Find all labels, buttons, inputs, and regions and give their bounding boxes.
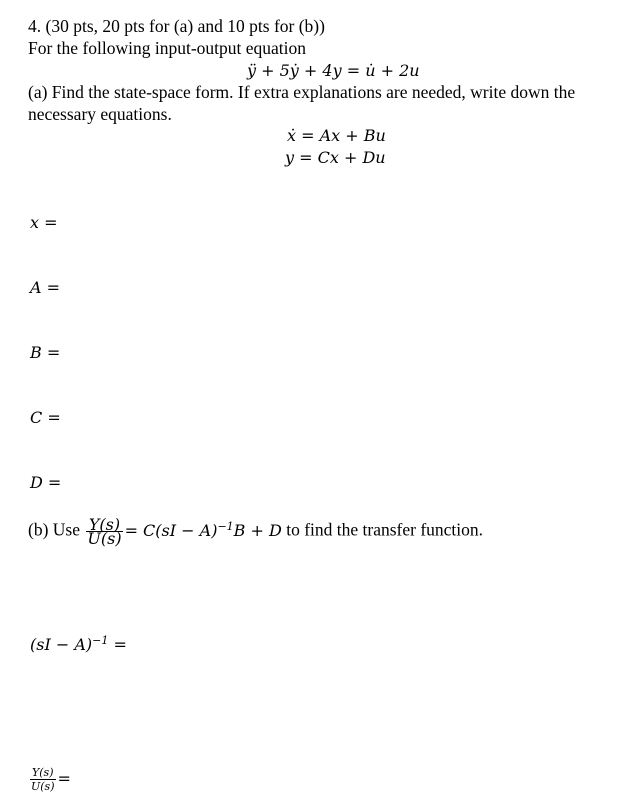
transfer-fraction: [86, 515, 122, 548]
state-equation: ẋ = Ax + Bu: [287, 126, 386, 145]
x-answer-label: x =: [30, 213, 58, 232]
tf-numerator: Y(s): [32, 766, 54, 779]
part-a-text-line2: necessary equations.: [28, 104, 172, 124]
D-answer-label: D =: [30, 473, 62, 492]
part-b-text: [28, 515, 484, 548]
inverse-matrix-label: (sI − A)$^{-1}$ =: [30, 634, 127, 654]
transfer-fraction-denominator: U(s): [87, 529, 122, 548]
C-answer-label: C =: [30, 408, 61, 427]
part-b-suffix: to find the transfer function.: [281, 519, 484, 540]
transfer-formula: = C(sI − A)$^{-1}$B + D: [124, 519, 282, 540]
part-b-prefix: (b) Use: [28, 519, 80, 540]
A-answer-label: A =: [30, 278, 61, 297]
B-answer-label: B =: [30, 343, 61, 362]
tf-denominator: U(s): [31, 780, 55, 793]
tf-fraction: [30, 766, 56, 793]
transfer-function-answer: [28, 766, 71, 793]
input-output-equation: ÿ + 5ẏ + 4y = u̇ + 2u: [247, 61, 420, 80]
problem-header: 4. (30 pts, 20 pts for (a) and 10 pts for (b)): [28, 16, 325, 36]
part-a-text-line1: (a) Find the state-space form. If extra explanations are needed, write down the: [28, 82, 576, 102]
output-equation: y = Cx + Du: [285, 148, 386, 167]
transfer-fraction-numerator: Y(s): [86, 518, 122, 532]
problem-intro: For the following input-output equation: [28, 38, 307, 58]
tf-equals: =: [57, 769, 71, 788]
